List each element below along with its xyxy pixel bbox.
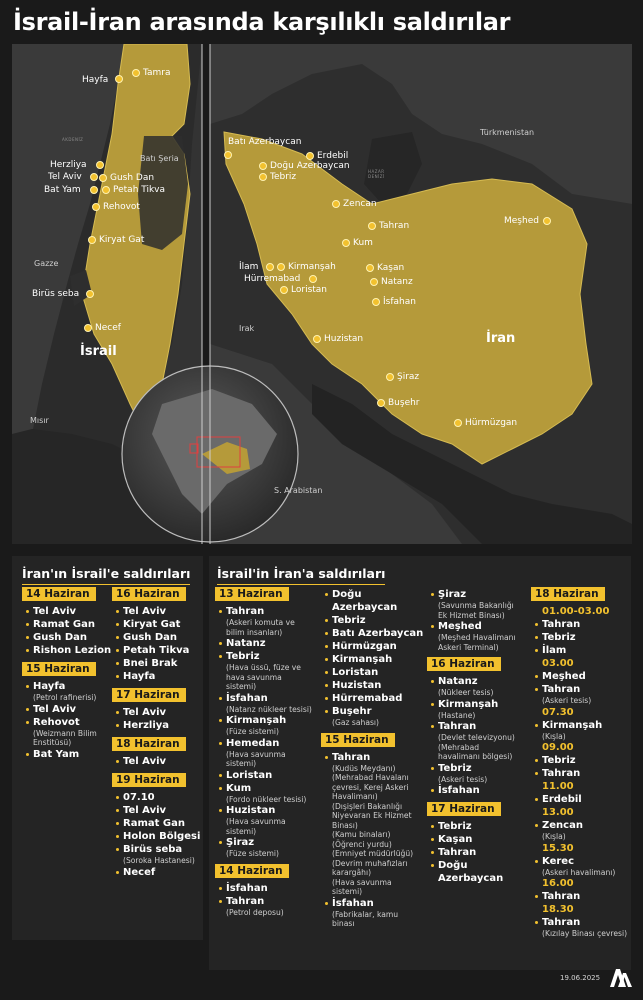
list-item — [431, 762, 535, 785]
date-badge: 18 Haziran — [112, 737, 186, 751]
sea-label-akdeniz: AKDENİZ — [62, 137, 84, 142]
list-item — [116, 719, 202, 732]
city-dot — [342, 239, 350, 247]
city-dogu-azerbaycan: Doğu Azerbaycan — [270, 161, 350, 171]
list-item — [325, 705, 429, 728]
city-ilam: İlam — [239, 262, 259, 272]
city-dot — [96, 161, 104, 169]
city-dot — [332, 200, 340, 208]
list-item — [26, 605, 112, 618]
attack-city: Tahran — [325, 751, 429, 764]
list-item — [431, 720, 535, 762]
attack-time: 18.30 — [542, 904, 574, 915]
israel-attacks-col-4 — [535, 582, 631, 939]
list-item — [535, 754, 631, 767]
list-item — [535, 903, 631, 916]
region-label-gazze: Gazze — [34, 259, 59, 268]
list-item — [116, 706, 202, 719]
city-tel-aviv: Tel Aviv — [48, 172, 82, 182]
list-item — [535, 767, 631, 780]
list-item — [535, 793, 631, 806]
attack-note: (Savunma Bakanlığı Ek Hizmet Binası) — [438, 601, 514, 620]
list-item — [431, 784, 535, 797]
attack-city: Tahran — [431, 846, 535, 859]
attack-city: Tel Aviv — [116, 755, 202, 768]
attack-city: Şiraz — [219, 836, 319, 849]
list-item — [535, 605, 631, 618]
attack-city: Buşehr — [325, 705, 429, 718]
israel-attacks-heading: İsrail'in İran'a saldırıları — [217, 566, 385, 581]
list-item — [325, 627, 429, 640]
list-item — [116, 830, 202, 843]
attack-note: (Askeri havalimanı) — [542, 867, 616, 877]
attack-city: Meşhed — [535, 670, 631, 683]
attack-city: Tel Aviv — [116, 706, 202, 719]
region-label-misir: Mısır — [30, 416, 49, 425]
attack-city: Natanz — [431, 675, 535, 688]
list-item — [219, 804, 319, 836]
attack-time: 09.00 — [542, 742, 574, 753]
iran-attacks-panel — [12, 556, 203, 940]
city-dot — [84, 324, 92, 332]
city-rehovot: Rehovot — [103, 202, 140, 212]
city-dot — [102, 186, 110, 194]
list-item — [535, 819, 631, 842]
date-badge: 14 Haziran — [215, 864, 289, 878]
attack-city: Ramat Gan — [116, 817, 202, 830]
list-item — [431, 588, 535, 620]
attack-city: Bnei Brak — [116, 657, 202, 670]
city-busehr: Buşehr — [388, 398, 420, 408]
attack-city: Rishon Lezion — [26, 644, 112, 657]
attack-city: Doğu Azerbaycan — [325, 588, 429, 614]
city-dot — [277, 263, 285, 271]
city-dot — [306, 152, 314, 160]
list-item — [431, 846, 535, 859]
attack-city: Tel Aviv — [116, 605, 202, 618]
footer-date: 19.06.2025 — [560, 974, 601, 982]
attack-city: Petah Tikva — [116, 644, 202, 657]
attack-city: İsfahan — [219, 692, 319, 705]
attack-city: Hayfa — [26, 680, 112, 693]
attack-note: (Askeri tesis) — [542, 696, 592, 705]
city-dot — [224, 151, 232, 159]
attack-city: İsfahan — [325, 897, 429, 910]
city-dot — [88, 236, 96, 244]
city-dot — [309, 275, 317, 283]
attack-city: Tel Aviv — [116, 804, 202, 817]
region-label-irak: Irak — [239, 324, 255, 333]
city-gush-dan: Gush Dan — [110, 173, 155, 183]
city-dot — [454, 419, 462, 427]
list-item — [26, 703, 112, 716]
attack-city: Holon Bölgesi — [116, 830, 202, 843]
city-dot — [280, 286, 288, 294]
attack-city: Şiraz — [431, 588, 535, 601]
list-item — [431, 820, 535, 833]
attack-city: Tahran — [219, 895, 319, 908]
date-badge: 17 Haziran — [112, 688, 186, 702]
attack-city: Tebriz — [431, 820, 535, 833]
aa-logo-icon — [608, 967, 634, 989]
list-item — [219, 650, 319, 692]
list-item — [535, 618, 631, 631]
list-item — [116, 843, 202, 866]
city-dot — [366, 264, 374, 272]
list-item — [431, 620, 535, 652]
list-item — [219, 836, 319, 859]
date-badge: 18 Haziran — [531, 587, 605, 601]
attack-city: Hayfa — [116, 670, 202, 683]
city-dot — [99, 174, 107, 182]
list-item — [116, 755, 202, 768]
list-item — [26, 680, 112, 703]
list-item — [535, 631, 631, 644]
list-item — [535, 916, 631, 939]
list-item — [116, 605, 202, 618]
date-badge: 16 Haziran — [427, 657, 501, 671]
attack-note: (Devlet televizyonu) (Mehrabad havalimanı bölgesi) — [438, 733, 515, 761]
list-item — [325, 653, 429, 666]
city-dot — [386, 373, 394, 381]
list-item — [431, 698, 535, 721]
city-dot — [259, 173, 267, 181]
attack-city: Hürmüzgan — [325, 640, 429, 653]
attack-note: (Askeri tesis) — [438, 774, 488, 784]
attack-city: Ramat Gan — [26, 618, 112, 631]
attack-city: Gush Dan — [116, 631, 202, 644]
city-isfahan: İsfahan — [383, 297, 416, 307]
attack-city: Herzliya — [116, 719, 202, 732]
attack-city: Tahran — [535, 683, 631, 696]
date-badge: 15 Haziran — [321, 733, 395, 747]
attack-city: Loristan — [325, 666, 429, 679]
list-item — [116, 804, 202, 817]
region-label-bati-seria: Batı Şeria — [140, 154, 179, 163]
page-title: İsrail-İran arasında karşılıklı saldırılar — [13, 8, 511, 36]
list-item — [26, 748, 112, 761]
attack-city: Rehovot — [26, 716, 112, 729]
attack-city: Tebriz — [535, 754, 631, 767]
list-item — [116, 791, 202, 804]
list-item — [116, 670, 202, 683]
attack-note: (Fabrikalar, kamu binası — [332, 909, 399, 928]
attack-city: Kirmanşah — [431, 698, 535, 711]
city-tamra: Tamra — [143, 68, 171, 78]
attack-note: (Gaz sahası) — [332, 718, 380, 727]
list-item — [535, 890, 631, 903]
date-badge: 14 Haziran — [22, 587, 96, 601]
list-item — [219, 895, 319, 918]
list-item — [431, 859, 535, 885]
city-dot — [372, 298, 380, 306]
list-item — [219, 737, 319, 769]
list-item — [219, 769, 319, 782]
map-area — [12, 44, 632, 544]
city-birus-seba: Birüs seba — [32, 289, 80, 299]
israel-attacks-panel — [209, 556, 631, 970]
city-erdebil: Erdebil — [317, 151, 349, 161]
attack-note: (Kışla) — [542, 832, 566, 841]
attack-note: (Nükleer tesis) — [438, 688, 494, 697]
attack-city: Meşhed — [431, 620, 535, 633]
region-label-turkmenistan: Türkmenistan — [480, 128, 535, 137]
attack-note: (Hava üssü, füze ve hava savunma sistemi) — [226, 663, 301, 691]
attack-note: (Petrol rafinerisi) — [33, 693, 97, 702]
list-item — [325, 614, 429, 627]
attack-time: 07.30 — [542, 706, 574, 718]
attack-city: Tebriz — [325, 614, 429, 627]
list-item — [431, 675, 535, 698]
attack-city: Bat Yam — [26, 748, 112, 761]
attack-time: 15.30 — [542, 842, 574, 854]
attack-city: Kaşan — [431, 833, 535, 846]
attack-city: Zencan — [535, 819, 631, 832]
city-dot — [86, 290, 94, 298]
list-item — [325, 692, 429, 705]
attack-city: Natanz — [219, 637, 319, 650]
list-item — [219, 714, 319, 737]
attack-city: Hemedan — [219, 737, 319, 750]
list-item — [325, 679, 429, 692]
attack-note: (Kudüs Meydanı) (Mehrabad Havalanı çevresi, Kerej Askeri Havalimanı) (Dışişleri Bakanlığı Niyevaran Ek Hizmet Binası) (Kamu binaları) (Öğrenci yurdu) (Emniyet müdürlüğü) (Devrim muhafızları karargâhı) (Hava savunma sistemi) — [332, 763, 414, 896]
attack-note: (Hastane) — [438, 710, 476, 720]
city-dot — [368, 222, 376, 230]
attack-city: Erdebil — [535, 793, 631, 806]
list-item — [219, 782, 319, 805]
attack-city: Necef — [116, 866, 202, 879]
city-hurremabad: Hürremabad — [244, 274, 301, 284]
list-item — [116, 817, 202, 830]
attack-time: 11.00 — [542, 781, 574, 792]
list-item — [116, 618, 202, 631]
date-badge: 17 Haziran — [427, 802, 501, 816]
list-item — [535, 706, 631, 719]
city-kum: Kum — [353, 238, 373, 248]
attack-note: (Petrol deposu) — [226, 907, 284, 917]
list-item — [325, 640, 429, 653]
iran-attacks-col-1 — [26, 582, 112, 761]
city-kasan: Kaşan — [377, 263, 405, 273]
attack-city: Doğu Azerbaycan — [431, 859, 535, 885]
israel-attacks-col-2 — [325, 588, 429, 929]
attack-city: Tahran — [219, 605, 319, 618]
city-dot — [543, 217, 551, 225]
city-herzliya: Herzliya — [50, 160, 87, 170]
city-bat-yam: Bat Yam — [44, 185, 81, 195]
attack-time: 01.00-03.00 — [542, 606, 610, 617]
city-meshed: Meşhed — [504, 216, 539, 226]
list-item — [325, 588, 429, 614]
attack-city: Tel Aviv — [26, 703, 112, 716]
attack-city: Birüs seba — [116, 843, 202, 856]
list-item — [535, 670, 631, 683]
iran-attacks-heading: İran'ın İsrail'e saldırıları — [22, 566, 190, 581]
attack-city: İsfahan — [431, 784, 535, 797]
iran-attacks-col-2 — [116, 582, 202, 879]
attack-city: Gush Dan — [26, 631, 112, 644]
attack-city: 07.10 — [116, 791, 202, 804]
attack-city: Tel Aviv — [26, 605, 112, 618]
attack-note: (Soroka Hastanesi) — [123, 856, 195, 865]
list-item — [219, 605, 319, 637]
list-item — [26, 631, 112, 644]
attack-note: (Kışla) — [542, 731, 566, 741]
attack-city: Loristan — [219, 769, 319, 782]
list-item — [116, 644, 202, 657]
country-label-iran: İran — [486, 331, 516, 346]
attack-time: 16.00 — [542, 878, 574, 889]
attack-note: (Meşhed Havalimanı Askeri Terminal) — [438, 633, 516, 652]
country-label-israel: İsrail — [80, 344, 117, 359]
attack-city: Huzistan — [219, 804, 319, 817]
list-item — [535, 806, 631, 819]
list-item — [219, 692, 319, 715]
city-necef: Necef — [95, 323, 121, 333]
list-item — [325, 897, 429, 929]
city-dot — [266, 263, 274, 271]
list-item — [535, 719, 631, 742]
list-item — [535, 657, 631, 670]
city-kirmansah: Kirmanşah — [288, 262, 336, 272]
sea-label-hazar: HAZAR DENİZİ — [368, 169, 385, 179]
city-dot — [90, 186, 98, 194]
list-item — [535, 877, 631, 890]
attack-note: (Natanz nükleer tesisi) — [226, 704, 312, 714]
city-kiryat-gat: Kiryat Gat — [99, 235, 145, 245]
city-dot — [90, 173, 98, 181]
city-dot — [132, 69, 140, 77]
region-label-s-arabistan: S. Arabistan — [274, 486, 323, 495]
city-dot — [370, 278, 378, 286]
list-item — [431, 833, 535, 846]
attack-note: (Weizmann Bilim Enstitüsü) — [33, 728, 97, 747]
city-tebriz: Tebriz — [270, 172, 297, 182]
list-item — [219, 637, 319, 650]
city-tahran: Tahran — [379, 221, 410, 231]
attack-city: Kum — [219, 782, 319, 795]
date-badge: 13 Haziran — [215, 587, 289, 601]
attack-city: Kirmanşah — [325, 653, 429, 666]
city-dot — [259, 162, 267, 170]
city-siraz: Şiraz — [397, 372, 420, 382]
city-dot — [377, 399, 385, 407]
city-dot — [92, 203, 100, 211]
attack-city: Tebriz — [535, 631, 631, 644]
attack-city: Tahran — [431, 720, 535, 733]
attack-city: Tahran — [535, 618, 631, 631]
list-item — [26, 644, 112, 657]
attack-city: Tebriz — [431, 762, 535, 775]
attack-city: Tahran — [535, 767, 631, 780]
list-item — [535, 855, 631, 878]
city-natanz: Natanz — [381, 277, 413, 287]
attack-city: Batı Azerbaycan — [325, 627, 429, 640]
attack-city: Kiryat Gat — [116, 618, 202, 631]
list-item — [116, 866, 202, 879]
attack-city: Huzistan — [325, 679, 429, 692]
list-item — [116, 631, 202, 644]
list-item — [325, 666, 429, 679]
city-loristan: Loristan — [291, 285, 327, 295]
attack-note: (Kızılay Binası çevresi) — [542, 929, 628, 938]
list-item — [535, 741, 631, 754]
list-item — [535, 644, 631, 657]
attack-city: İsfahan — [219, 882, 319, 895]
list-item — [116, 657, 202, 670]
attack-city: Kirmanşah — [219, 714, 319, 727]
attack-city: Tahran — [535, 916, 631, 929]
city-hurmuzgan: Hürmüzgan — [465, 418, 518, 428]
city-hayfa: Hayfa — [82, 75, 109, 85]
attack-note: (Askeri komuta ve bilim insanları) — [226, 618, 295, 637]
city-dot — [115, 75, 123, 83]
israel-attacks-col-3 — [431, 588, 535, 885]
city-zencan: Zencan — [343, 199, 377, 209]
attack-time: 03.00 — [542, 658, 574, 669]
list-item — [535, 683, 631, 706]
list-item — [219, 882, 319, 895]
date-badge: 19 Haziran — [112, 773, 186, 787]
city-huzistan: Huzistan — [324, 334, 364, 344]
list-item — [535, 842, 631, 855]
attack-city: Tebriz — [219, 650, 319, 663]
attack-note: (Füze sistemi) — [226, 727, 279, 736]
attack-note: (Fordo nükleer tesisi) — [226, 794, 307, 804]
date-badge: 15 Haziran — [22, 662, 96, 676]
attack-city: Kirmanşah — [535, 719, 631, 732]
attack-city: İlam — [535, 644, 631, 657]
list-item — [325, 751, 429, 897]
city-bati-azerbaycan: Batı Azerbaycan — [228, 137, 302, 147]
attack-city: Tahran — [535, 890, 631, 903]
city-dot — [313, 335, 321, 343]
israel-attacks-col-1 — [219, 582, 319, 917]
date-badge: 16 Haziran — [112, 587, 186, 601]
list-item — [535, 780, 631, 793]
attack-city: Kerec — [535, 855, 631, 868]
list-item — [26, 618, 112, 631]
attack-time: 13.00 — [542, 807, 574, 818]
city-petah-tikva: Petah Tikva — [113, 185, 166, 195]
attack-city: Hürremabad — [325, 692, 429, 705]
attack-note: (Füze sistemi) — [226, 849, 279, 858]
list-item — [26, 716, 112, 748]
attack-note: (Hava savunma sistemi) — [226, 817, 286, 836]
attack-note: (Hava savunma sistemi) — [226, 749, 286, 768]
